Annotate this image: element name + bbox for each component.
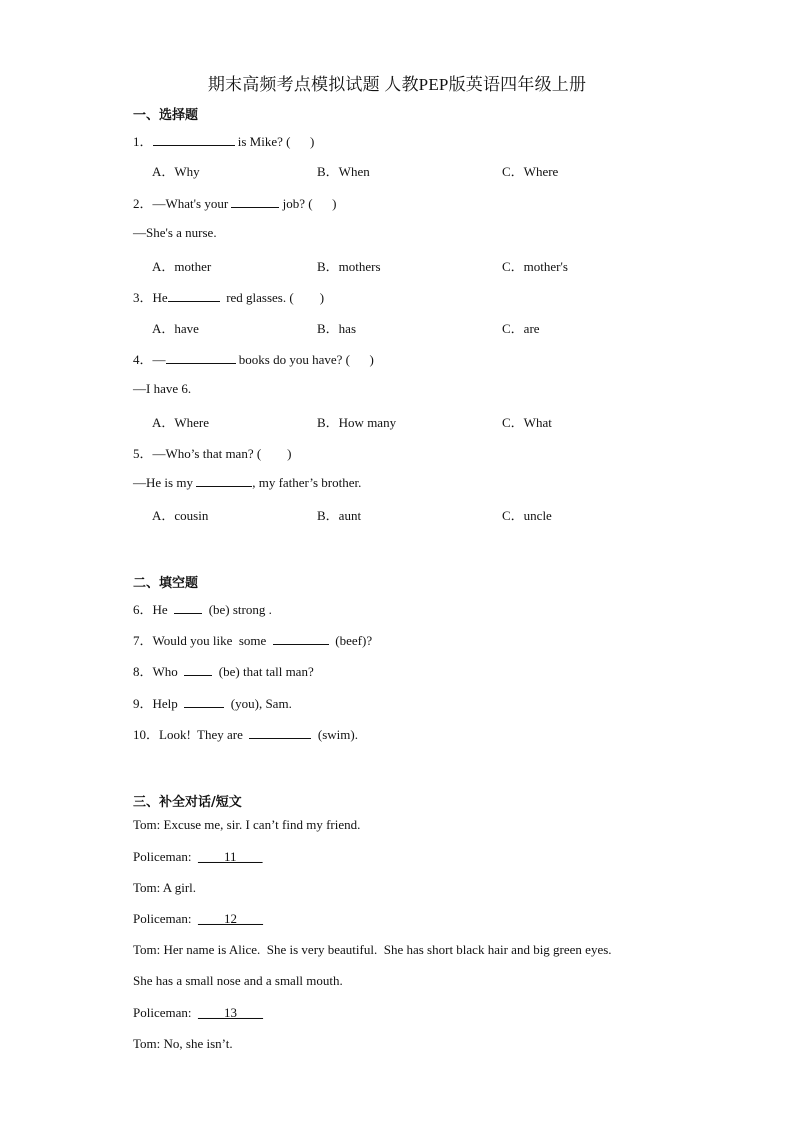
option-c[interactable]: C．mother's	[502, 259, 568, 274]
question-text: (be) that tall man?	[212, 664, 314, 679]
answer-blank[interactable]	[184, 695, 224, 708]
dialog-line	[133, 1005, 263, 1021]
section-heading-fill: 二、填空题	[133, 576, 199, 591]
answer-blank[interactable]: ____12____	[198, 911, 263, 926]
dialog-line: She has a small nose and a small mouth.	[133, 973, 343, 988]
question-number: 3．	[133, 290, 153, 305]
question-3	[133, 287, 324, 306]
question-number: 4．	[133, 352, 153, 367]
section-heading-dialog: 三、补全对话/短文	[133, 795, 242, 810]
answer-blank[interactable]	[174, 601, 202, 614]
answer-blank[interactable]: ____11____	[198, 849, 263, 864]
dialog-line: Tom: Excuse me, sir. I can’t find my friend.	[133, 817, 361, 832]
option-a[interactable]: A．have	[152, 321, 199, 336]
speaker-label: Policeman:	[133, 849, 198, 864]
question-1	[133, 131, 314, 150]
question-text: job? ( )	[279, 196, 337, 211]
answer-blank[interactable]	[273, 632, 329, 645]
question-2	[133, 193, 336, 212]
answer-blank[interactable]	[153, 133, 235, 146]
question-4	[133, 349, 374, 368]
option-b[interactable]: B．When	[317, 164, 370, 179]
dialog-line	[133, 849, 263, 865]
answer-blank[interactable]	[166, 351, 236, 364]
option-a[interactable]: A．Why	[152, 164, 200, 179]
question-number: 6．	[133, 602, 153, 617]
question-text: —He is my	[133, 475, 197, 490]
question-text: , my father’s brother.	[252, 475, 362, 490]
answer-blank[interactable]	[168, 289, 220, 302]
question-text: Help	[152, 696, 185, 711]
question-5	[133, 443, 292, 462]
fill-question-8	[133, 661, 314, 680]
option-a[interactable]: A．Where	[152, 415, 210, 430]
option-b[interactable]: B．has	[317, 321, 357, 336]
question-4-reply: —I have 6.	[133, 381, 192, 396]
speaker-label: Policeman:	[133, 911, 198, 926]
answer-blank[interactable]	[196, 474, 252, 487]
question-text: Would you like some	[152, 633, 273, 648]
option-c[interactable]: C．uncle	[502, 508, 552, 523]
question-text: He	[152, 290, 168, 305]
fill-question-7	[133, 630, 372, 649]
option-b[interactable]: B．mothers	[317, 259, 381, 274]
dialog-line	[133, 911, 263, 927]
question-text: —Who’s that man? ( )	[152, 446, 292, 461]
question-text: —What's your	[152, 196, 232, 211]
question-text: (be) strong .	[202, 602, 272, 617]
question-number: 2．	[133, 196, 153, 211]
option-c[interactable]: C．What	[502, 415, 552, 430]
question-text: Who	[152, 664, 185, 679]
fill-question-6	[133, 599, 272, 618]
answer-blank[interactable]	[231, 195, 279, 208]
dialog-line: Tom: No, she isn’t.	[133, 1036, 233, 1051]
question-text: (swim).	[311, 727, 358, 742]
question-number: 5．	[133, 446, 153, 461]
question-text: Look! They are	[159, 727, 250, 742]
answer-blank[interactable]	[184, 663, 212, 676]
fill-question-9	[133, 693, 292, 712]
option-c[interactable]: C．Where	[502, 164, 559, 179]
option-b[interactable]: B．aunt	[317, 508, 362, 523]
question-text: books do you have? ( )	[235, 352, 374, 367]
question-text: He	[152, 602, 175, 617]
question-text: (you), Sam.	[224, 696, 292, 711]
page-title: 期末高频考点模拟试题 人教PEP版英语四年级上册	[207, 75, 587, 94]
question-text: is Mike? ( )	[234, 134, 315, 149]
question-5-reply	[133, 474, 361, 491]
question-text: (beef)?	[328, 633, 373, 648]
option-c[interactable]: C．are	[502, 321, 540, 336]
answer-blank[interactable]: ____13____	[198, 1005, 263, 1020]
fill-question-10	[133, 724, 358, 743]
question-number: 10．	[133, 727, 160, 742]
answer-blank[interactable]	[249, 726, 311, 739]
question-text: red glasses. ( )	[219, 290, 325, 305]
question-number: 9．	[133, 696, 153, 711]
question-number: 1．	[133, 134, 153, 149]
option-b[interactable]: B．How many	[317, 415, 397, 430]
question-text: —	[152, 352, 166, 367]
question-2-reply: —She's a nurse.	[133, 225, 217, 240]
option-a[interactable]: A．cousin	[152, 508, 209, 523]
question-number: 7．	[133, 633, 153, 648]
dialog-line: Tom: A girl.	[133, 880, 197, 895]
question-number: 8．	[133, 664, 153, 679]
option-a[interactable]: A．mother	[152, 259, 212, 274]
speaker-label: Policeman:	[133, 1005, 198, 1020]
section-heading-choice: 一、选择题	[133, 108, 199, 123]
dialog-line: Tom: Her name is Alice. She is very beautiful. She has short black hair and big green eyes.	[133, 942, 612, 957]
